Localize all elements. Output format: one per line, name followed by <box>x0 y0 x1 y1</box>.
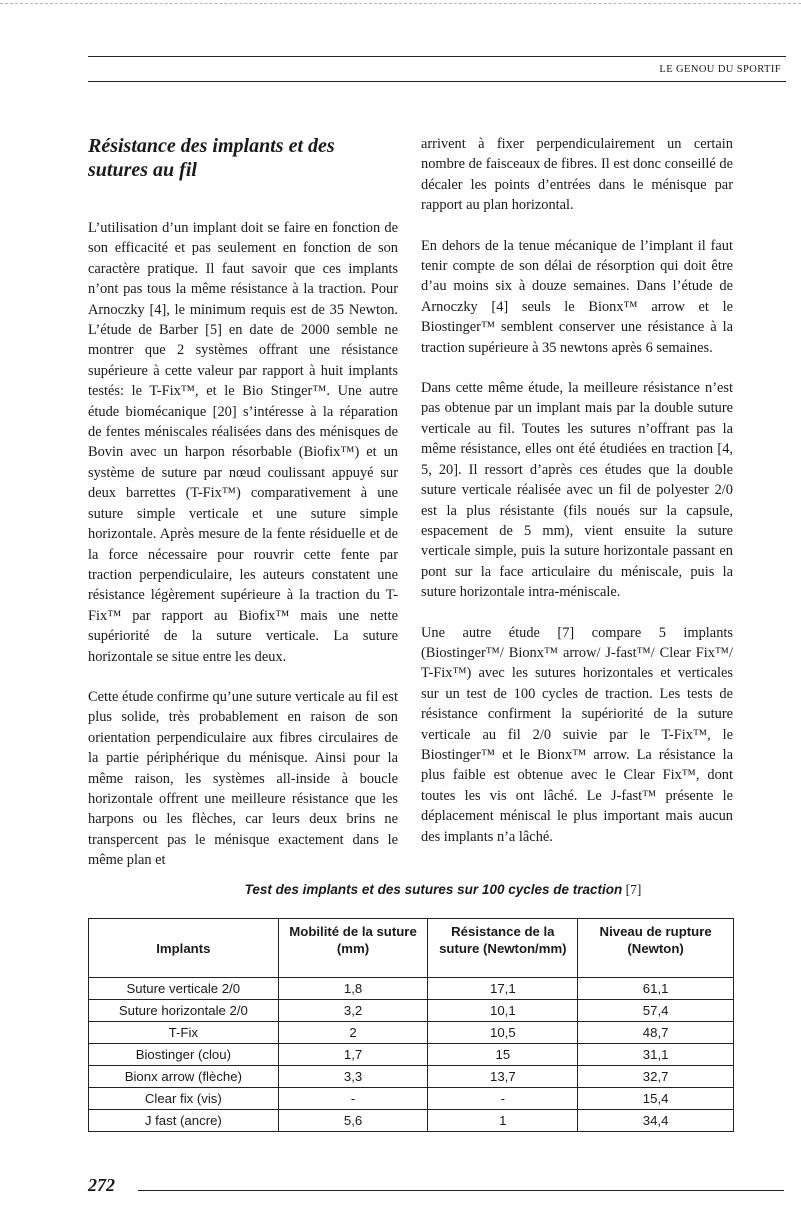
cell-implant: Suture verticale 2/0 <box>89 978 279 1000</box>
cell-implant: Bionx arrow (flèche) <box>89 1066 279 1088</box>
table-row <box>89 1044 734 1066</box>
table-row <box>89 1022 734 1044</box>
left-column <box>88 134 398 891</box>
footer-rule <box>138 1190 784 1191</box>
cell-resistance: 13,7 <box>428 1066 578 1088</box>
cell-rupture: 34,4 <box>578 1110 734 1132</box>
cell-rupture: 48,7 <box>578 1022 734 1044</box>
cell-resistance: 17,1 <box>428 978 578 1000</box>
cell-resistance: 1 <box>428 1110 578 1132</box>
table-header-row <box>89 919 734 978</box>
results-table <box>88 918 734 1132</box>
table-caption-title: Test des implants et des sutures sur 100 cycles de traction <box>244 882 623 897</box>
column-header-mobility: Mobilité de la suture (mm) <box>278 919 428 978</box>
cell-mobility: 1,7 <box>278 1044 428 1066</box>
cell-rupture: 31,1 <box>578 1044 734 1066</box>
paragraph: arrivent à fixer perpendiculairement un certain nombre de faisceaux de fibres. Il est donc conseillé de décaler les points d’entrées dans le ménisque par rapport au plan horizontal. <box>421 136 733 214</box>
right-column <box>421 134 733 867</box>
page-number: 272 <box>88 1175 115 1195</box>
cell-resistance: - <box>428 1088 578 1110</box>
cell-resistance: 10,5 <box>428 1022 578 1044</box>
table-row <box>89 1110 734 1132</box>
cell-mobility: 2 <box>278 1022 428 1044</box>
table-row <box>89 1088 734 1110</box>
cell-implant: Biostinger (clou) <box>89 1044 279 1066</box>
cell-resistance: 10,1 <box>428 1000 578 1022</box>
cell-mobility: 3,2 <box>278 1000 428 1022</box>
cell-implant: Clear fix (vis) <box>89 1088 279 1110</box>
table-row <box>89 1066 734 1088</box>
paragraph: Une autre étude [7] compare 5 implants (Biostinger™/ Bionx™ arrow/ J-fast™/ Clear Fix™/ T-Fix™) avec les sutures horizontales et verticales sur un test de 100 cycles de traction. Les tests de résistance confirment la supériorité de la suture verticale au fil 2/0 suivie par le T-Fix™, le Biostinger™ et le Bionx™ arrow. La résistance la plus faible est obtenue avec le Clear Fix™, dont toutes les vis ont lâché. Le J-fast™ présente le déplacement méniscal le plus important mais aucun des implants n’a lâché. <box>421 624 733 845</box>
column-header-implants: Implants <box>89 919 279 978</box>
paragraph: Cette étude confirme qu’une suture verticale au fil est plus solide, très probablement en raison de son orientation perpendiculaire aux fibres circulaires de la partie périphérique du ménisque. Ainsi pour la même raison, les systèmes all-inside à boucle horizontale offrent une meilleure résistance que les harpons ou les flèches, car leurs deux brins ne transpercent pas le ménisque exactement dans le même plan et <box>88 688 398 869</box>
paragraph: L’utilisation d’un implant doit se faire en fonction de son efficacité et pas seulement en fonction de son caractère pratique. Il faut savoir que ces implants n’ont pas tous la même résistance à la traction. Pour Arnoczky [4], le minimum requis est de 35 Newton. L’étude de Barber [5] en date de 2000 semble ne montrer que 2 systèmes offrant une résistance supérieure à cette valeur par rapport à huit implants testés: le T-Fix™, et le Bio Stinger™. Une autre étude biomécanique [20] s’intéresse à la réparation de fentes méniscales réalisées dans des ménisques de Bovin avec un harpon résorbable (Biofix™) et un système de suture par nœud coulissant appuyé sur deux barrettes (T-Fix™) comparativement à une suture simple verticale et une suture simple horizontale. Après mesure de la fente résiduelle et de la force nécessaire pour rouvrir cette fente par traction perpendiculaire, les auteurs constatent une résistance légèrement supérieure à la traction du T-Fix™ par rapport au Biofix™ mais une nette supériorité de la suture verticale. La suture horizontale se situe entre les deux. <box>88 220 398 665</box>
section-title: Résistance des implants et des sutures au fil <box>88 135 335 181</box>
table-row <box>89 1000 734 1022</box>
paragraph: En dehors de la tenue mécanique de l’implant il faut tenir compte de son délai de résorption qui doit être d’au moins six à douze semaines. Dans l’étude de Arnoczky [4] seuls le Bionx™ arrow et le Biostinger™ semblent conserver une résistance à la traction supérieure à 35 newtons après 6 semaines. <box>421 237 733 356</box>
paragraph: Dans cette même étude, la meilleure résistance n’est pas obtenue par un implant mais par la double suture verticale au fil. Toutes les sutures n’offrant pas la même résistance, elles ont été étudiées en traction [4, 5, 20]. Il ressort d’après ces études que la double suture verticale réalisée avec un fil de polyester 2/0 est la plus résistante (fils noués sur la capsule, espacement de 5 mm), vient ensuite la suture verticale simple, puis la suture horizontale passant en pont sur la face articulaire du méniscale, puis la suture horizontale intra-méniscale. <box>421 380 733 601</box>
cell-mobility: - <box>278 1088 428 1110</box>
cell-implant: J fast (ancre) <box>89 1110 279 1132</box>
cell-implant: Suture horizontale 2/0 <box>89 1000 279 1022</box>
cell-rupture: 15,4 <box>578 1088 734 1110</box>
table-row <box>89 978 734 1000</box>
column-header-rupture: Niveau de rupture (Newton) <box>578 919 734 978</box>
table-caption <box>88 882 798 898</box>
running-head: LE GENOU DU SPORTIF <box>659 64 781 75</box>
header-rule-lower <box>88 81 786 82</box>
header-rule <box>88 56 786 57</box>
cell-mobility: 1,8 <box>278 978 428 1000</box>
cell-rupture: 32,7 <box>578 1066 734 1088</box>
cell-rupture: 61,1 <box>578 978 734 1000</box>
column-header-resistance: Résistance de la suture (Newton/mm) <box>428 919 578 978</box>
table-caption-reference: [7] <box>625 882 642 897</box>
cell-mobility: 3,3 <box>278 1066 428 1088</box>
cell-resistance: 15 <box>428 1044 578 1066</box>
cell-implant: T-Fix <box>89 1022 279 1044</box>
cell-rupture: 57,4 <box>578 1000 734 1022</box>
scan-top-rule <box>0 3 801 4</box>
cell-mobility: 5,6 <box>278 1110 428 1132</box>
